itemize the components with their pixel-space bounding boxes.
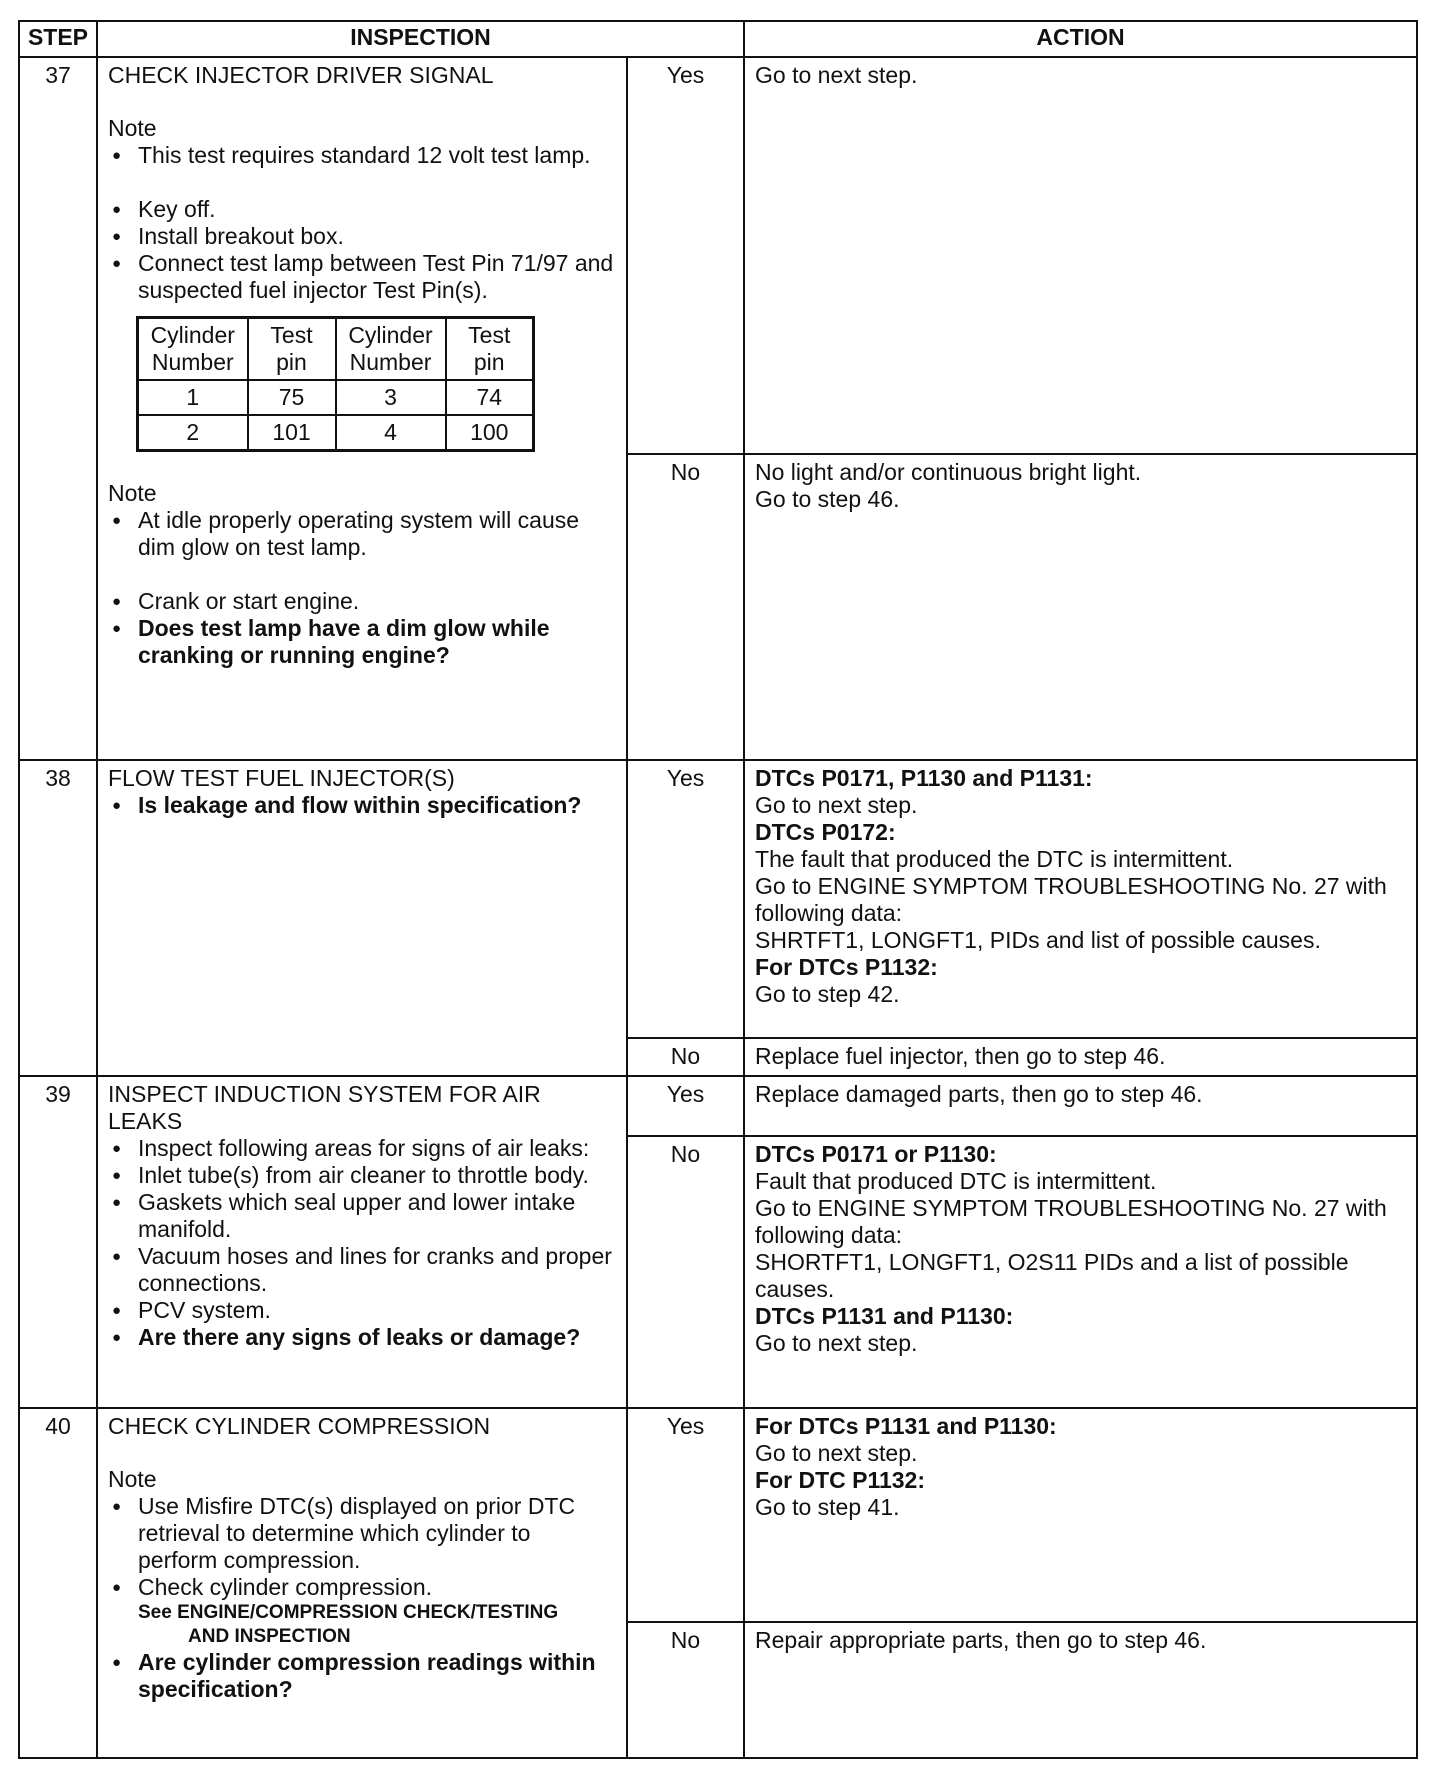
cylinder-pin-table <box>136 316 535 452</box>
table-row <box>19 57 1417 454</box>
no-action <box>744 1622 1417 1758</box>
no-action <box>744 454 1417 760</box>
question-item: ● Is leakage and flow within specification? <box>108 792 616 819</box>
list-item: ● Inlet tube(s) from air cleaner to throttle body. <box>108 1162 616 1189</box>
procedure-page <box>18 20 1416 1759</box>
step-title: CHECK CYLINDER COMPRESSION <box>108 1413 491 1439</box>
see-reference-line: See ENGINE/COMPRESSION CHECK/TESTING <box>138 1602 559 1623</box>
no-label: No <box>627 454 744 760</box>
troubleshooting-table <box>18 20 1418 1759</box>
action-line: No light and/or continuous bright light. <box>755 459 1142 485</box>
question-item: ● Does test lamp have a dim glow while cranking or running engine? <box>108 615 616 669</box>
cyl-cell: 4 <box>336 415 446 451</box>
step-title: CHECK INJECTOR DRIVER SIGNAL <box>108 62 494 88</box>
action-line: DTCs P0171, P1130 and P1131: <box>755 765 1093 791</box>
note-label: Note <box>108 1466 157 1492</box>
no-label: No <box>627 1038 744 1076</box>
yes-action <box>744 1076 1417 1136</box>
see-reference-line: AND INSPECTION <box>188 1626 351 1647</box>
inspection-cell <box>97 760 627 1076</box>
note-label: Note <box>108 115 157 141</box>
list-item: ● Crank or start engine. <box>108 588 616 615</box>
cyl-cell: 1 <box>138 380 248 415</box>
yes-label: Yes <box>627 1076 744 1136</box>
inspection-cell <box>97 1076 627 1408</box>
no-action <box>744 1038 1417 1076</box>
note-label: Note <box>108 480 157 506</box>
action-line: DTCs P0171 or P1130: <box>755 1141 997 1167</box>
list-item: ● Check cylinder compression. <box>108 1574 616 1601</box>
step-title: INSPECT INDUCTION SYSTEM FOR AIR LEAKS <box>108 1081 541 1134</box>
question-item: ● Are there any signs of leaks or damage? <box>108 1324 616 1351</box>
action-line: For DTC P1132: <box>755 1467 926 1493</box>
action-line: Replace fuel injector, then go to step 46. <box>755 1043 1166 1069</box>
action-line: SHORTFT1, LONGFT1, O2S11 PIDs and a list of possible causes. <box>755 1249 1349 1302</box>
yes-label: Yes <box>627 57 744 454</box>
action-line: Go to ENGINE SYMPTOM TROUBLESHOOTING No. 27 with following data: <box>755 873 1387 926</box>
header-step: STEP <box>19 21 97 57</box>
action-line: DTCs P1131 and P1130: <box>755 1303 1014 1329</box>
step-number: 38 <box>19 760 97 1076</box>
cyl-cell: 101 <box>248 415 336 451</box>
note-item: ● Use Misfire DTC(s) displayed on prior DTC retrieval to determine which cylinder to perform compression. <box>108 1493 616 1574</box>
cyl-cell: 100 <box>446 415 534 451</box>
list-item: ● PCV system. <box>108 1297 616 1324</box>
action-line: Go to next step. <box>755 1330 918 1356</box>
action-line: Go to step 46. <box>755 486 900 512</box>
action-line: Go to step 41. <box>755 1494 900 1520</box>
yes-label: Yes <box>627 1408 744 1622</box>
cyl-header: Cylinder Number <box>336 318 446 381</box>
action-line: Go to step 42. <box>755 981 900 1007</box>
header-row <box>19 21 1417 57</box>
action-line: DTCs P0172: <box>755 819 896 845</box>
action-line: For DTCs P1132: <box>755 954 938 980</box>
list-item: ● Inspect following areas for signs of air leaks: <box>108 1135 616 1162</box>
action-line: Fault that produced DTC is intermittent. <box>755 1168 1157 1194</box>
question-item: ● Are cylinder compression readings within specification? <box>108 1649 616 1703</box>
note-item: ● This test requires standard 12 volt test lamp. <box>108 142 616 169</box>
action-line: The fault that produced the DTC is intermittent. <box>755 846 1234 872</box>
see-reference <box>108 1601 616 1649</box>
no-label: No <box>627 1622 744 1758</box>
cyl-cell: 75 <box>248 380 336 415</box>
list-item: ● Key off. <box>108 196 616 223</box>
action-line: Go to next step. <box>755 62 918 88</box>
cyl-header: Cylinder Number <box>138 318 248 381</box>
action-line: Go to next step. <box>755 1440 918 1466</box>
step-number: 39 <box>19 1076 97 1408</box>
inspection-cell <box>97 57 627 760</box>
yes-action <box>744 760 1417 1038</box>
yes-action <box>744 1408 1417 1622</box>
header-inspection: INSPECTION <box>97 21 744 57</box>
cyl-header: Test pin <box>446 318 534 381</box>
list-item: ● Vacuum hoses and lines for cranks and proper connections. <box>108 1243 616 1297</box>
cyl-cell: 2 <box>138 415 248 451</box>
action-line: SHRTFT1, LONGFT1, PIDs and list of possible causes. <box>755 927 1321 953</box>
action-line: Repair appropriate parts, then go to step 46. <box>755 1627 1207 1653</box>
no-action <box>744 1136 1417 1408</box>
table-row <box>19 1408 1417 1622</box>
no-label: No <box>627 1136 744 1408</box>
yes-action <box>744 57 1417 454</box>
step-number: 40 <box>19 1408 97 1758</box>
list-item: ● Install breakout box. <box>108 223 616 250</box>
step-title: FLOW TEST FUEL INJECTOR(S) <box>108 765 455 791</box>
action-line: For DTCs P1131 and P1130: <box>755 1413 1057 1439</box>
table-row <box>19 760 1417 1038</box>
note-item: ● At idle properly operating system will cause dim glow on test lamp. <box>108 507 616 561</box>
cyl-header: Test pin <box>248 318 336 381</box>
yes-label: Yes <box>627 760 744 1038</box>
header-action: ACTION <box>744 21 1417 57</box>
cyl-cell: 74 <box>446 380 534 415</box>
step-number: 37 <box>19 57 97 760</box>
action-line: Replace damaged parts, then go to step 46. <box>755 1081 1203 1107</box>
cyl-cell: 3 <box>336 380 446 415</box>
table-row <box>19 1076 1417 1136</box>
action-line: Go to ENGINE SYMPTOM TROUBLESHOOTING No. 27 with following data: <box>755 1195 1387 1248</box>
list-item: ● Gaskets which seal upper and lower intake manifold. <box>108 1189 616 1243</box>
inspection-cell <box>97 1408 627 1758</box>
action-line: Go to next step. <box>755 792 918 818</box>
list-item: ● Connect test lamp between Test Pin 71/97 and suspected fuel injector Test Pin(s). <box>108 250 616 304</box>
